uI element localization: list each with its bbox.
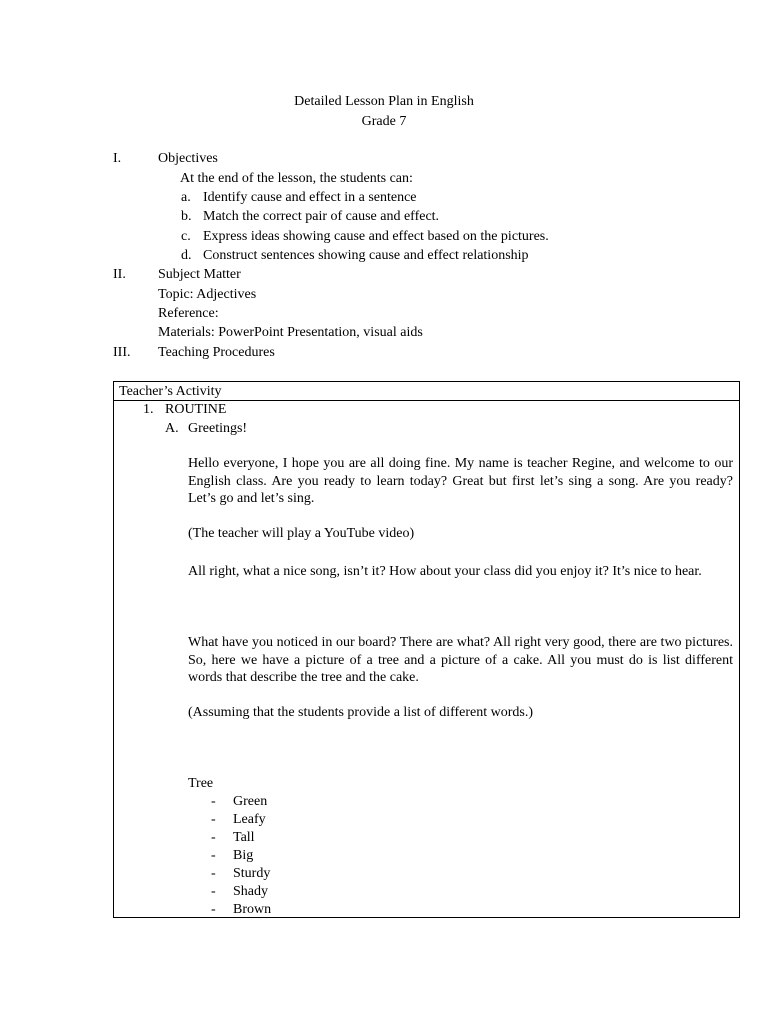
list-item: Leafy — [233, 812, 266, 827]
objective-text: Construct sentences showing cause and effect relationship — [203, 248, 529, 263]
list-bullet: - — [211, 902, 216, 917]
tree-list-title: Tree — [188, 776, 214, 791]
topic-line: Topic: Adjectives — [158, 287, 257, 302]
section-heading-procedures: Teaching Procedures — [158, 345, 275, 360]
teacher-note-students: (Assuming that the students provide a list of different words.) — [188, 705, 534, 720]
song-paragraph: All right, what a nice song, isn’t it? How about your class did you enjoy it? It’s nice to hear. — [188, 564, 702, 579]
routine-number: 1. — [143, 402, 154, 417]
list-item: Sturdy — [233, 866, 271, 881]
list-bullet: - — [211, 830, 216, 845]
section-numeral-subject-matter: II. — [113, 267, 126, 282]
board-paragraph: What have you noticed in our board? There are what? All right very good, there are two pictures. So, here we have a picture of a tree and a picture of a cake. All you must do is list different words that describe the tree and the cake. — [188, 635, 733, 685]
objective-letter: b. — [181, 209, 192, 224]
section-numeral-objectives: I. — [113, 151, 122, 166]
document-title: Detailed Lesson Plan in English — [294, 94, 474, 109]
section-heading-subject-matter: Subject Matter — [158, 267, 241, 282]
objective-letter: c. — [181, 229, 191, 244]
list-bullet: - — [211, 884, 216, 899]
list-bullet: - — [211, 866, 216, 881]
objective-text: Match the correct pair of cause and effect. — [203, 209, 440, 224]
list-item: Tall — [233, 830, 255, 845]
teacher-note-video: (The teacher will play a YouTube video) — [188, 526, 415, 541]
section-heading-objectives: Objectives — [158, 151, 218, 166]
objective-letter: d. — [181, 248, 192, 263]
list-item: Shady — [233, 884, 268, 899]
list-item: Green — [233, 794, 268, 809]
list-item: Big — [233, 848, 254, 863]
reference-line: Reference: — [158, 306, 219, 321]
greetings-label: Greetings! — [188, 421, 248, 436]
list-bullet: - — [211, 848, 216, 863]
materials-line: Materials: PowerPoint Presentation, visual aids — [158, 325, 423, 340]
objectives-intro: At the end of the lesson, the students can: — [180, 171, 413, 186]
objective-text: Identify cause and effect in a sentence — [203, 190, 417, 205]
greeting-paragraph: Hello everyone, I hope you are all doing fine. My name is teacher Regine, and welcome to our English class. Are you ready to learn today? Great but first let’s sing a song. Are you ready? Let’s go and let’s sing. — [188, 456, 733, 506]
objective-text: Express ideas showing cause and effect based on the pictures. — [203, 229, 549, 244]
table-header-divider — [113, 400, 740, 401]
section-numeral-procedures: III. — [113, 345, 131, 360]
table-header-teachers-activity: Teacher’s Activity — [119, 384, 222, 399]
objective-letter: a. — [181, 190, 191, 205]
list-item: Brown — [233, 902, 272, 917]
greetings-letter: A. — [165, 421, 179, 436]
grade-label: Grade 7 — [361, 114, 407, 129]
list-bullet: - — [211, 812, 216, 827]
routine-label: ROUTINE — [165, 402, 227, 417]
list-bullet: - — [211, 794, 216, 809]
